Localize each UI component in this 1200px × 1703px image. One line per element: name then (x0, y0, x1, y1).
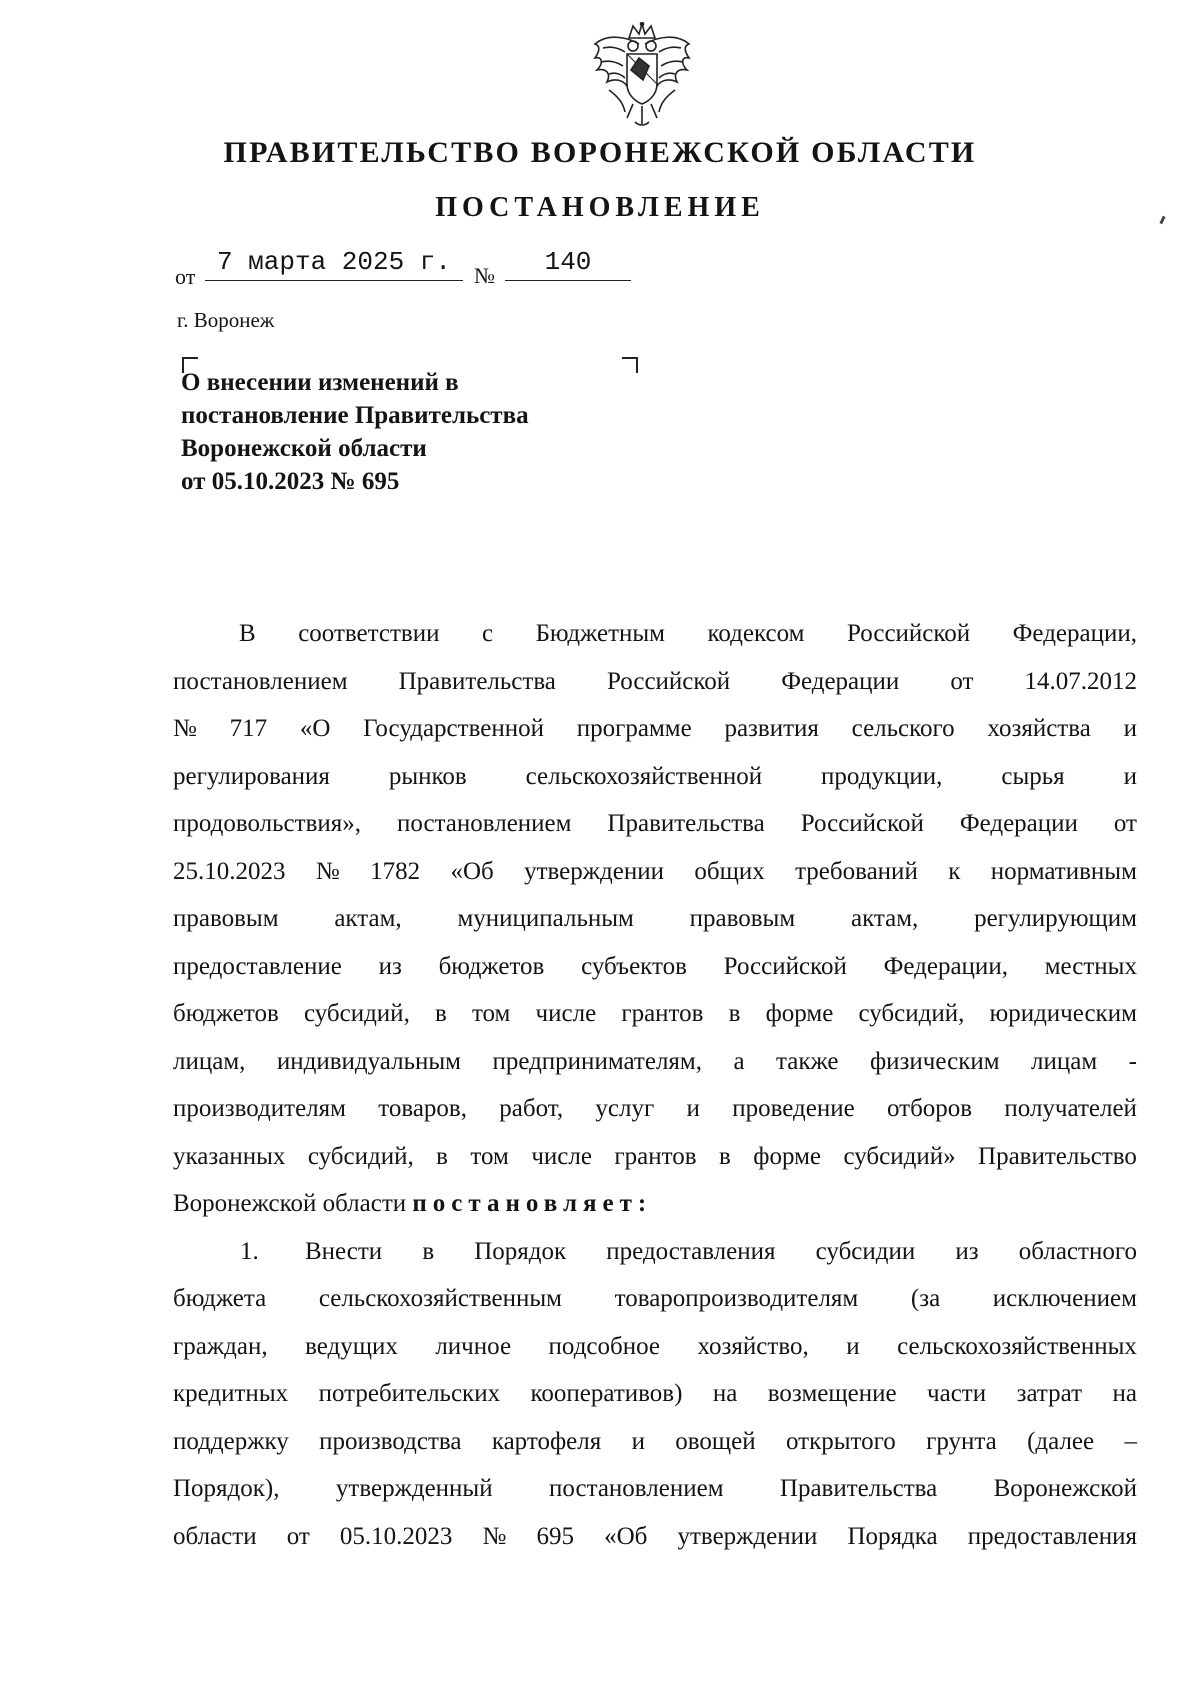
word: Федерации (959, 810, 1078, 837)
body-line (173, 1418, 1137, 1466)
word: и (846, 1332, 860, 1360)
document-body (173, 610, 1137, 1560)
word: Федерации, (883, 952, 1008, 980)
word: актам, (334, 905, 402, 932)
word: числе (531, 1142, 592, 1170)
word: области (173, 1522, 257, 1550)
word: № (482, 1522, 507, 1550)
word: утвержденный (335, 1475, 493, 1502)
word: и (1123, 715, 1137, 742)
word: Российской (606, 667, 731, 695)
word: Российской (723, 952, 847, 980)
body-line (173, 1180, 1137, 1228)
subject-line: от 05.10.2023 № 695 (181, 468, 400, 495)
word: общих (694, 857, 765, 885)
word: - (1128, 1047, 1137, 1075)
word: в (422, 1237, 435, 1265)
word: хозяйство, (697, 1332, 809, 1360)
word: Воронежской (993, 1475, 1137, 1502)
body-line (173, 610, 1137, 658)
document-subject (181, 366, 621, 498)
body-line (173, 1275, 1137, 1323)
word: бюджетов (173, 1000, 279, 1027)
word: и (1123, 762, 1137, 790)
item-number: 1. (240, 1237, 259, 1265)
word: открытого (786, 1427, 896, 1455)
word: лицам (1031, 1047, 1098, 1075)
word: и (631, 1427, 645, 1455)
word: субсидии (815, 1237, 916, 1265)
word: Правительства (398, 667, 556, 695)
word: «Об (450, 857, 494, 885)
word: предоставления (967, 1522, 1137, 1550)
word: нормативным (990, 857, 1137, 885)
body-line (173, 1370, 1137, 1418)
word: исключением (992, 1285, 1137, 1312)
word: продовольствия», (173, 810, 362, 837)
word: том (471, 1000, 511, 1027)
word: Порядок), (173, 1475, 280, 1502)
word: субъектов (581, 952, 687, 980)
word: программе (576, 715, 692, 742)
word: утверждении (677, 1522, 818, 1550)
word: также (776, 1047, 839, 1075)
word: из (378, 952, 402, 980)
government-name: ПРАВИТЕЛЬСТВО ВОРОНЕЖСКОЙ ОБЛАСТИ (223, 136, 977, 169)
word: физическим (869, 1047, 1000, 1075)
body-line (173, 800, 1137, 848)
word: регулирующим (974, 905, 1137, 932)
body-line (173, 895, 1137, 943)
word: Правительства (779, 1475, 938, 1502)
word: в (719, 1142, 731, 1170)
body-line (173, 848, 1137, 896)
word: областного (1018, 1237, 1137, 1265)
word: рынков (388, 762, 467, 790)
word: работ, (499, 1095, 564, 1122)
word: 14.07.2012 (1024, 667, 1137, 695)
word: юридическим (989, 1000, 1137, 1027)
word: 05.10.2023 (339, 1522, 453, 1550)
word: правовым (173, 905, 279, 932)
word: 717 (229, 715, 268, 742)
word: к (948, 857, 961, 885)
word: производителям (173, 1095, 346, 1122)
body-text: Воронежской области (173, 1190, 413, 1217)
word: утверждении (524, 857, 664, 885)
word: товаров, (378, 1095, 467, 1122)
word: предоставления (606, 1237, 776, 1265)
document-type: ПОСТАНОВЛЕНИЕ (435, 192, 765, 223)
word: и (686, 1095, 700, 1122)
word: в (728, 1000, 741, 1027)
word: правовым (689, 905, 796, 932)
word: личное (435, 1332, 512, 1360)
word: местных (1044, 952, 1137, 980)
word: затрат (1016, 1380, 1082, 1407)
word: том (470, 1142, 509, 1170)
word: Порядок (474, 1237, 567, 1265)
word: постановлением (396, 810, 572, 837)
word: проведение (732, 1095, 855, 1122)
word: постановлением (173, 667, 348, 695)
word: грунта (926, 1427, 997, 1455)
document-number: 140 (505, 244, 631, 281)
word: от (286, 1522, 310, 1550)
word: товаропроизводителям (614, 1285, 859, 1312)
word: форме (753, 1142, 822, 1170)
word: бюджета (173, 1285, 267, 1312)
word: части (927, 1380, 987, 1407)
word: предоставление (173, 952, 342, 980)
word: Российской (800, 810, 924, 837)
word: индивидуальным (276, 1047, 461, 1075)
subject-line: О внесении изменений в (181, 369, 459, 396)
word: подсобное (548, 1332, 661, 1360)
date-label: от (175, 264, 196, 289)
word: сельскохозяйственной (525, 762, 763, 790)
word: (далее (1027, 1427, 1095, 1455)
word: грантов (621, 1000, 704, 1027)
word: актам, (850, 905, 919, 932)
word: «О (299, 715, 331, 742)
body-line (173, 1323, 1137, 1371)
word: овощей (675, 1427, 756, 1455)
word: ведущих (305, 1332, 398, 1360)
body-line (173, 658, 1137, 706)
word: кредитных (173, 1380, 289, 1407)
word: Российской (846, 620, 971, 647)
word: форме (765, 1000, 834, 1027)
body-line (173, 1133, 1137, 1181)
word: сельскохозяйственным (318, 1285, 563, 1312)
word: производства (319, 1427, 462, 1455)
word: «Об (604, 1522, 648, 1550)
word: в (434, 1000, 447, 1027)
word: отборов (886, 1095, 973, 1122)
word: на (1112, 1380, 1137, 1407)
word: соответствии (298, 620, 440, 647)
word: бюджетов (438, 952, 545, 980)
number-label: № (474, 263, 495, 288)
subject-line: постановление Правительства (181, 402, 529, 429)
word: картофеля (491, 1427, 602, 1455)
word: Государственной (363, 715, 544, 742)
word: муниципальным (457, 905, 634, 932)
word: лицам, (173, 1047, 246, 1075)
word: субсидий, (303, 1000, 410, 1027)
word: 695 (536, 1522, 574, 1550)
word: услуг (595, 1095, 655, 1122)
word: сырья (1001, 762, 1065, 790)
word: кодексом (707, 620, 805, 647)
resolves-word: постановляет: (412, 1190, 653, 1217)
word: (за (910, 1285, 941, 1312)
word: потребительских (318, 1380, 501, 1407)
word: указанных (173, 1142, 286, 1170)
body-line (173, 1085, 1137, 1133)
word: на (712, 1380, 738, 1407)
word: развития (724, 715, 819, 742)
document-date: 7 марта 2025 г. (205, 244, 463, 281)
subject-line: Воронежской области (181, 435, 427, 462)
city: г. Воронеж (177, 308, 275, 332)
word: граждан, (173, 1332, 268, 1360)
word: Внести (305, 1237, 383, 1265)
word: 1782 (370, 857, 421, 885)
body-line (173, 1513, 1137, 1561)
word: В (239, 620, 256, 647)
word: Бюджетным (535, 620, 666, 647)
body-line (173, 1465, 1137, 1513)
word: субсидий» (843, 1142, 956, 1170)
word: – (1124, 1427, 1137, 1455)
body-line (173, 1228, 1137, 1276)
subject-bracket-right (622, 357, 638, 373)
body-line (173, 990, 1137, 1038)
word: Федерации (781, 667, 900, 695)
body-line (173, 943, 1137, 991)
word: регулирования (173, 762, 330, 790)
word: с (481, 620, 494, 647)
word: Федерации, (1012, 620, 1137, 647)
word: от (950, 667, 974, 695)
word: от (1113, 810, 1137, 837)
word: Порядка (847, 1522, 938, 1550)
word: 25.10.2023 (173, 857, 286, 885)
word: получателей (1004, 1095, 1137, 1122)
word: возмещение (767, 1380, 897, 1407)
word: предпринимателям, (492, 1047, 702, 1075)
word: грантов (614, 1142, 697, 1170)
coat-of-arms-icon (589, 22, 695, 130)
body-line (173, 753, 1137, 801)
body-line (173, 1038, 1137, 1086)
word: а (733, 1047, 745, 1075)
body-line (173, 705, 1137, 753)
word: № (173, 715, 197, 742)
word: сельского (851, 715, 955, 742)
word: Правительства (607, 810, 765, 837)
word: требований (795, 857, 918, 885)
word: субсидий, (858, 1000, 965, 1027)
word: постановлением (548, 1475, 724, 1502)
word: субсидий, (307, 1142, 414, 1170)
word: из (955, 1237, 979, 1265)
word: хозяйства (987, 715, 1091, 742)
word: продукции, (821, 762, 943, 790)
word: поддержку (173, 1427, 289, 1455)
word: числе (535, 1000, 597, 1027)
word: кооперативов) (530, 1380, 683, 1407)
word: Правительство (978, 1142, 1137, 1170)
body-line-words (305, 1228, 1137, 1276)
word: № (315, 857, 340, 885)
word: сельскохозяйственных (897, 1332, 1137, 1360)
word: в (436, 1142, 448, 1170)
